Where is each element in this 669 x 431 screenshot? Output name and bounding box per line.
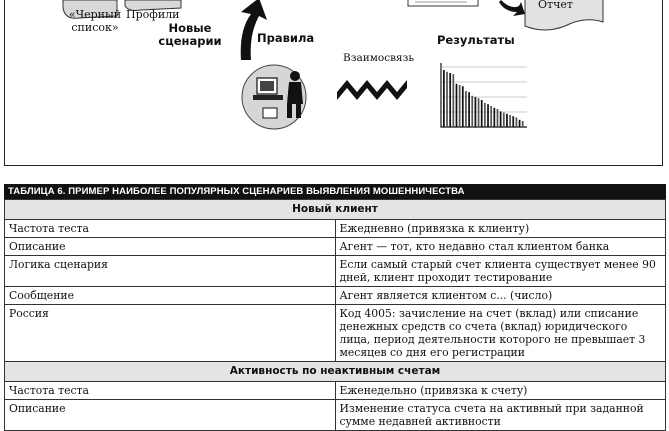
row-value: Еженедельно (привязка к счету) bbox=[335, 382, 666, 400]
row-value: Код 4005: зачисление на счет (вклад) или списание денежных средств со счета (вклад) юридического лица, период деятельности которого не превышает 3 месяцев со дня его регистрации bbox=[335, 305, 666, 362]
table-row bbox=[5, 382, 666, 400]
rules-label: Правила bbox=[257, 31, 315, 45]
row-key: Описание bbox=[5, 400, 336, 431]
workflow-diagram bbox=[4, 0, 663, 166]
section-title: Новый клиент bbox=[5, 200, 666, 220]
table-row bbox=[5, 256, 666, 287]
chart-bar bbox=[475, 97, 477, 127]
chart-bar bbox=[443, 70, 445, 127]
chart-bar bbox=[452, 74, 454, 127]
table-row bbox=[5, 305, 666, 362]
chart-bar bbox=[506, 114, 508, 127]
chart-bar bbox=[500, 111, 502, 127]
report-label: Отчет bbox=[538, 0, 573, 11]
chart-bar bbox=[478, 98, 480, 127]
table-row bbox=[5, 220, 666, 238]
chart-bar bbox=[503, 113, 505, 127]
chart-bar bbox=[484, 103, 486, 127]
chart-bar bbox=[449, 73, 451, 127]
row-key: Логика сценария bbox=[5, 256, 336, 287]
chart-bar bbox=[468, 92, 470, 127]
row-key: Частота теста bbox=[5, 382, 336, 400]
section-header-row bbox=[5, 362, 666, 382]
new-scenarios-label: Новые сценарии bbox=[158, 21, 222, 48]
chart-bar bbox=[456, 84, 458, 127]
table-row bbox=[5, 287, 666, 305]
results-label: Результаты bbox=[437, 33, 515, 47]
chart-bar bbox=[459, 85, 461, 127]
chart-bar bbox=[462, 86, 464, 127]
relationship-label: Взаимосвязь bbox=[343, 52, 415, 64]
chart-bar bbox=[490, 106, 492, 127]
table-row bbox=[5, 400, 666, 431]
zigzag-link-icon bbox=[337, 80, 407, 100]
chart-bar bbox=[519, 120, 521, 127]
chart-bar bbox=[487, 104, 489, 127]
row-value: Изменение статуса счета на активный при заданной сумме недавней активности bbox=[335, 400, 666, 431]
chart-bar bbox=[481, 100, 483, 127]
section-header-row bbox=[5, 200, 666, 220]
row-key: Россия bbox=[5, 305, 336, 362]
row-value: Ежедневно (привязка к клиенту) bbox=[335, 220, 666, 238]
section-title: Активность по неактивным счетам bbox=[5, 362, 666, 382]
top-document-icon bbox=[408, 0, 478, 6]
row-value: Агент является клиентом с... (число) bbox=[335, 287, 666, 305]
scenarios-table bbox=[4, 199, 666, 431]
chart-bar bbox=[522, 121, 524, 127]
blacklist-label: «Черный список» bbox=[68, 8, 122, 34]
row-key: Сообщение bbox=[5, 287, 336, 305]
chart-bar bbox=[516, 117, 518, 127]
table-caption: ТАБЛИЦА 6. ПРИМЕР НАИБОЛЕЕ ПОПУЛЯРНЫХ СЦЕНАРИЕВ ВЫЯВЛЕНИЯ МОШЕННИЧЕСТВА bbox=[4, 184, 666, 199]
table-row bbox=[5, 238, 666, 256]
chart-bar bbox=[446, 72, 448, 127]
results-bar-chart bbox=[441, 63, 527, 127]
row-value: Агент — тот, кто недавно стал клиентом банка bbox=[335, 238, 666, 256]
curved-arrow-icon bbox=[241, 0, 267, 60]
scenarios-table-container bbox=[4, 184, 666, 431]
chart-bar bbox=[509, 115, 511, 127]
chart-bar bbox=[471, 96, 473, 127]
profiles-label: Профили bbox=[126, 8, 180, 21]
chart-bar bbox=[493, 108, 495, 127]
chart-bar bbox=[465, 91, 467, 127]
chart-bar bbox=[497, 109, 499, 127]
down-arrow-icon bbox=[499, 0, 525, 16]
chart-bar bbox=[512, 116, 514, 127]
row-key: Описание bbox=[5, 238, 336, 256]
row-value: Если самый старый счет клиента существует менее 90 дней, клиент проходит тестирование bbox=[335, 256, 666, 287]
row-key: Частота теста bbox=[5, 220, 336, 238]
